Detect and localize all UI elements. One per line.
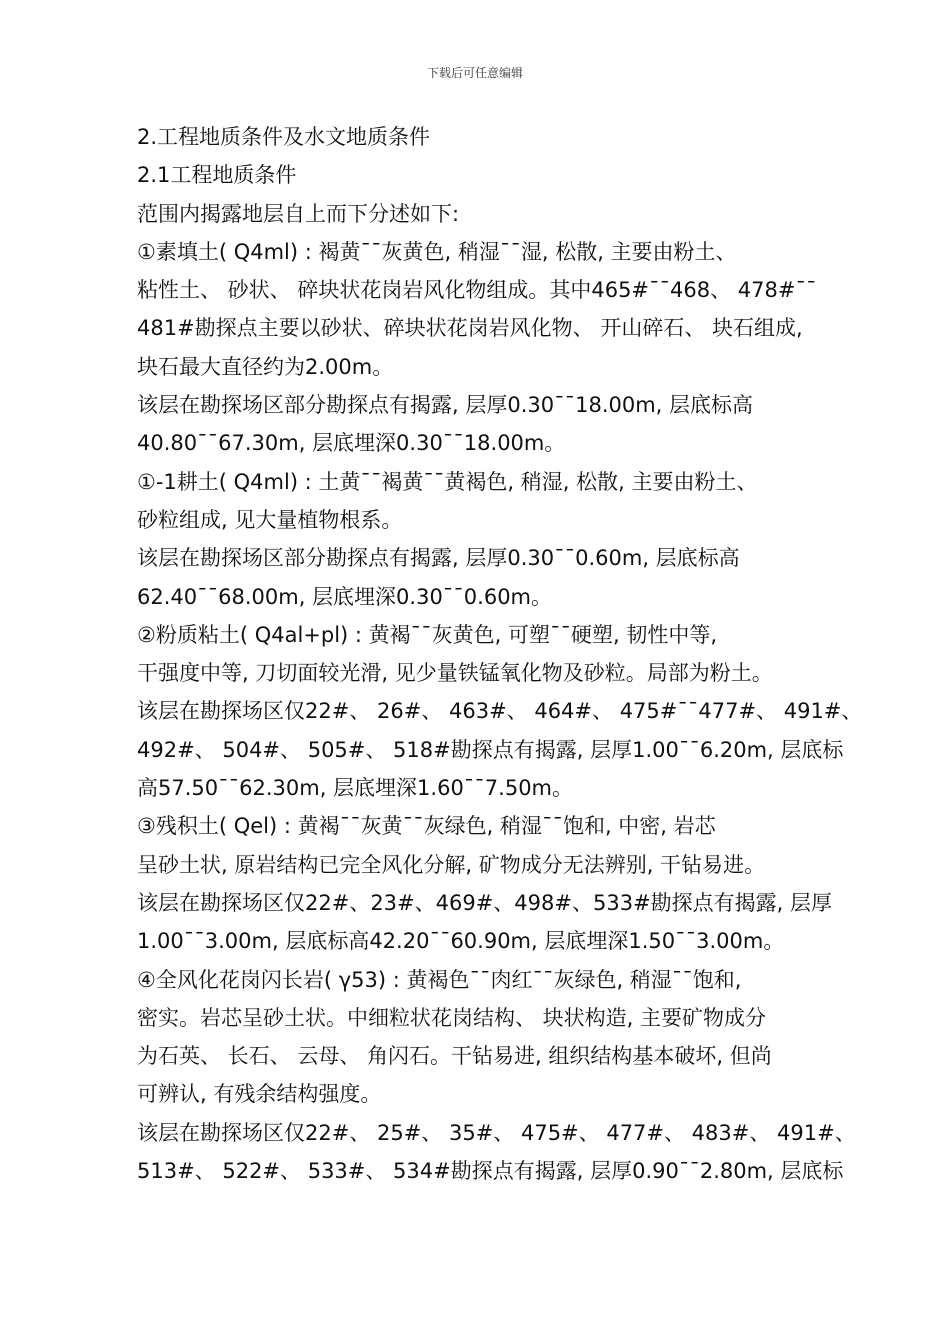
text-line: 密实。岩芯呈砂土状。中细粒状花岗结构、 块状构造, 主要矿物成分 (137, 1005, 767, 1030)
text-line: 该层在勘探场区部分勘探点有揭露, 层厚0.30¯¯0.60m, 层底标高 (137, 546, 740, 571)
text-line: 呈砂土状, 原岩结构已完全风化分解, 矿物成分无法辨别, 干钻易进。 (137, 852, 766, 877)
text-line: 粘性土、 砂状、 碎块状花岗岩风化物组成。其中465#¯¯468、 478#¯¯ (137, 278, 817, 303)
text-line: 481#勘探点主要以砂状、碎块状花岗岩风化物、 开山碎石、 块石组成, (137, 316, 803, 341)
text-line: 该层在勘探场区部分勘探点有揭露, 层厚0.30¯¯18.00m, 层底标高 (137, 393, 754, 418)
document-body (137, 118, 863, 1190)
text-line: 高57.50¯¯62.30m, 层底埋深1.60¯¯7.50m。 (137, 776, 574, 801)
text-line: 该层在勘探场区仅22#、 25#、 35#、 475#、 477#、 483#、 491#、 (137, 1120, 856, 1145)
text-line: 该层在勘探场区仅22#、 26#、 463#、 464#、 475#¯¯477#、 491#、 (137, 699, 863, 724)
text-line: 范围内揭露地层自上而下分述如下: (137, 201, 460, 226)
text-line: 为石英、 长石、 云母、 角闪石。干钻易进, 组织结构基本破坏, 但尚 (137, 1044, 772, 1069)
text-line: 可辨认, 有残余结构强度。 (137, 1082, 382, 1107)
subsection-heading: 2.1工程地质条件 (137, 163, 297, 188)
text-line: 62.40¯¯68.00m, 层底埋深0.30¯¯0.60m。 (137, 584, 553, 609)
text-line: 40.80¯¯67.30m, 层底埋深0.30¯¯18.00m。 (137, 431, 566, 456)
text-line: 干强度中等, 刀切面较光滑, 见少量铁锰氧化物及砂粒。局部为粉土。 (137, 661, 773, 686)
text-line: 1.00¯¯3.00m, 层底标高42.20¯¯60.90m, 层底埋深1.50¯¯3.00m。 (137, 929, 785, 954)
section-heading: 2.工程地质条件及水文地质条件 (137, 125, 431, 149)
text-line: ②粉质粘土( Q4al+pl) : 黄褐¯¯灰黄色, 可塑¯¯硬塑, 韧性中等, (137, 622, 718, 647)
text-line: 492#、 504#、 505#、 518#勘探点有揭露, 层厚1.00¯¯6.20m, 层底标 (137, 737, 844, 762)
text-line: ①素填土( Q4ml) : 褐黄¯¯灰黄色, 稍湿¯¯湿, 松散, 主要由粉土、 (137, 239, 737, 264)
text-line: ③残积土( Qel) : 黄褐¯¯灰黄¯¯灰绿色, 稍湿¯¯饱和, 中密, 岩芯 (137, 814, 716, 839)
text-line: 513#、 522#、 533#、 534#勘探点有揭露, 层厚0.90¯¯2.80m, 层底标 (137, 1159, 844, 1184)
text-line: ①-1耕土( Q4ml) : 土黄¯¯褐黄¯¯黄褐色, 稍湿, 松散, 主要由粉土、 (137, 469, 758, 494)
page-header: 下载后可任意编辑 (426, 66, 523, 80)
text-line: 该层在勘探场区仅22#、23#、469#、498#、533#勘探点有揭露, 层厚 (137, 890, 833, 915)
text-line: 块石最大直径约为2.00m。 (137, 354, 394, 379)
text-line: ④全风化花岗闪长岩( γ53) : 黄褐色¯¯肉红¯¯灰绿色, 稍湿¯¯饱和, (137, 967, 742, 992)
text-line: 砂粒组成, 见大量植物根系。 (137, 507, 403, 532)
